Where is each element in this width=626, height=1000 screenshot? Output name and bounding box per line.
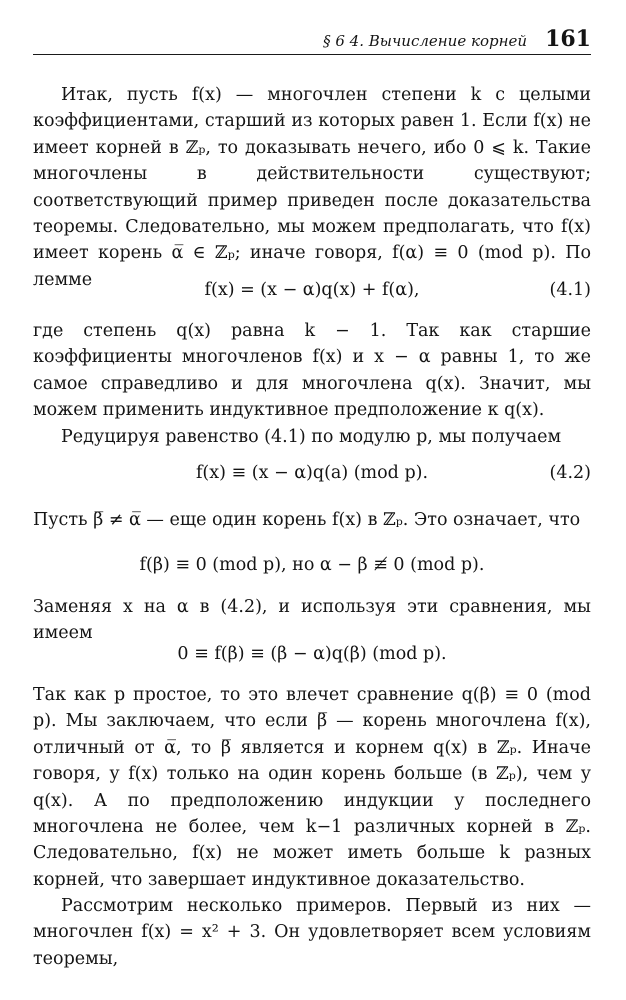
equation-4-2-body: f(x) ≡ (x − α)q(a) (mod p). bbox=[195, 463, 429, 483]
paragraph-degree-of-q: где степень q(x) равна k − 1. Так как старшие коэффициенты многочленов f(x) и x − α равны 1, то же самое справедливо и для многочлена q(x). Значит, мы можем применить индуктивное предположение к q(x). bbox=[33, 321, 591, 421]
equation-4-2-number: (4.2) bbox=[549, 463, 591, 483]
equation-4-1-body: f(x) = (x − α)q(x) + f(α), bbox=[204, 280, 420, 300]
page-number: 161 bbox=[545, 26, 591, 52]
equation-product bbox=[33, 640, 591, 668]
equation-4-2 bbox=[33, 459, 591, 487]
equation-product-body: 0 ≡ f(β) ≡ (β − α)q(β) (mod p). bbox=[177, 644, 447, 664]
equation-congruences bbox=[33, 551, 591, 579]
section-title: § 6 4. Вычисление корней bbox=[323, 32, 527, 50]
paragraph-reduction: Редуцируя равенство (4.1) по модулю p, мы получаем bbox=[61, 427, 562, 447]
equation-congruences-body: f(β) ≡ 0 (mod p), но α − β ≢ 0 (mod p). bbox=[139, 555, 485, 575]
paragraph-second-root: Пусть β̅ ≠ α̅ — еще один корень f(x) в ℤₚ. Это означает, что bbox=[33, 510, 581, 530]
running-head bbox=[33, 24, 591, 55]
paragraph-induction-setup: Итак, пусть f(x) — многочлен степени k с целыми коэффициентами, старший из которых равен 1. Если f(x) не имеет корней в ℤₚ, то доказывать нечего, ибо 0 ⩽ k. Такие многочлены в действительности существуют; соответствующий пример приведен после доказательства теоремы. Следовательно, мы можем предполагать, что f(x) имеет корень α̅ ∈ ℤₚ; иначе говоря, f(α) ≡ 0 (mod p). По лемме bbox=[33, 85, 591, 290]
equation-4-1 bbox=[33, 276, 591, 304]
paragraph-examples: Рассмотрим несколько примеров. Первый из них — многочлен f(x) = x² + 3. Он удовлетворяет всем условиям теоремы, bbox=[33, 896, 591, 969]
paragraph-substitution: Заменяя x на α в (4.2), и используя эти сравнения, мы имеем bbox=[33, 597, 591, 644]
paragraph-conclusion: Так как p простое, то это влечет сравнение q(β) ≡ 0 (mod p). Мы заключаем, что если β̅ — корень многочлена f(x), отличный от α̅, то β̅ является и корнем q(x) в ℤₚ. Иначе говоря, у f(x) только на один корень больше (в ℤₚ), чем у q(x). А по предположению индукции у последнего многочлена не более, чем k−1 различных корней в ℤₚ. Следовательно, f(x) не может иметь больше k разных корней, что завершает индуктивное доказательство. bbox=[33, 685, 591, 890]
equation-4-1-number: (4.1) bbox=[549, 280, 591, 300]
